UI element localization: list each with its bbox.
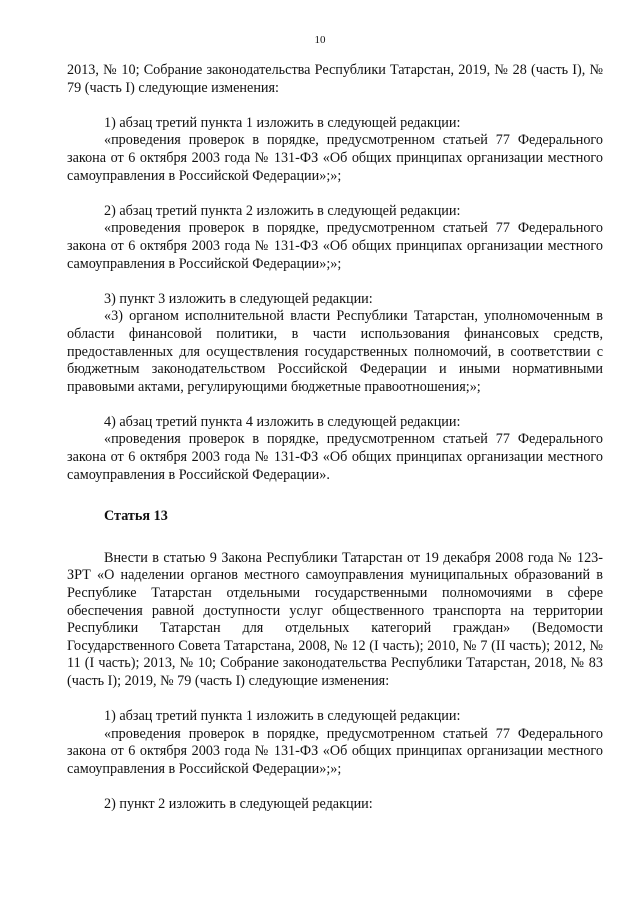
article-heading: Статья 13: [104, 508, 168, 525]
article-13-item-2: 2) пункт 2 изложить в следующей редакции:: [104, 796, 373, 813]
amendment-item-2: 2) абзац третий пункта 2 изложить в следующей редакции:: [104, 202, 461, 219]
article-13-text-1: «проведения проверок в порядке, предусмотренном статьей 77 Федерального закона от 6 октября 2003 года № 131-ФЗ «Об общих принципах организации местного самоуправления в Российской Федерации»;»;: [67, 725, 603, 777]
article-13-item-1: 1) абзац третий пункта 1 изложить в следующей редакции:: [104, 708, 461, 725]
document-body: [67, 62, 603, 814]
amendment-item-3: 3) пункт 3 изложить в следующей редакции:: [104, 290, 373, 307]
amendment-text-2: «проведения проверок в порядке, предусмотренном статьей 77 Федерального закона от 6 октября 2003 года № 131-ФЗ «Об общих принципах организации местного самоуправления в Российской Федерации»;»;: [67, 220, 603, 272]
paragraph-intro-continuation: 2013, № 10; Собрание законодательства Республики Татарстан, 2019, № 28 (часть I), № 79 (часть I) следующие изменения:: [67, 62, 603, 96]
amendment-text-3: «3) органом исполнительной власти Республики Татарстан, уполномоченным в области финансовой политики, в части использования финансовых средств, предоставленных для осуществления государственных полномочий, в соответствии с бюджетным законодательством Российской Федерации и иными нормативными правовыми актами, регулирующими бюджетные правоотношения;»;: [67, 308, 603, 395]
amendment-item-4: 4) абзац третий пункта 4 изложить в следующей редакции:: [104, 413, 461, 430]
amendment-text-4: «проведения проверок в порядке, предусмотренном статьей 77 Федерального закона от 6 октября 2003 года № 131-ФЗ «Об общих принципах организации местного самоуправления в Российской Федерации».: [67, 431, 603, 483]
article-13-intro: Внести в статью 9 Закона Республики Татарстан от 19 декабря 2008 года № 123-ЗРТ «О наделении органов местного самоуправления муниципальных образований в Республике Татарстан отдельными государственными полномочиями в сфере обеспечения равной доступности услуг общественного транспорта на территории Республики Татарстан для отдельных категорий граждан» (Ведомости Государственного Совета Татарстана, 2008, № 12 (I часть); 2010, № 7 (II часть); 2012, № 11 (I часть); 2013, № 10; Собрание законодательства Республики Татарстан, 2018, № 83 (часть I); 2019, № 79 (часть I) следующие изменения:: [67, 549, 603, 689]
amendment-item-1: 1) абзац третий пункта 1 изложить в следующей редакции:: [104, 114, 461, 131]
page-number: 10: [314, 34, 326, 46]
amendment-text-1: «проведения проверок в порядке, предусмотренном статьей 77 Федерального закона от 6 октября 2003 года № 131-ФЗ «Об общих принципах организации местного самоуправления в Российской Федерации»;»;: [67, 132, 603, 184]
